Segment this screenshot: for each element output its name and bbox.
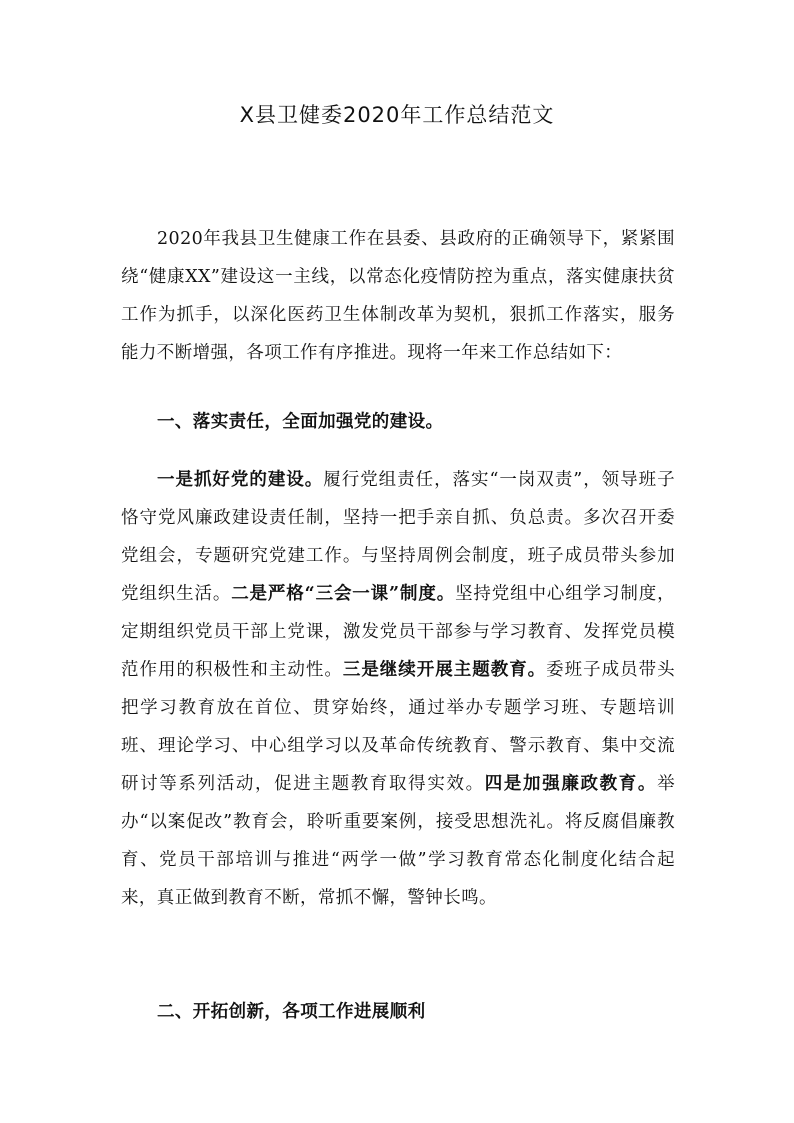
- item-4-text: 举办“以案促改”教育会，聆听重要案例，接受思想洗礼。将反腐倡廉教育、党员干部培训与推进“两学一做”学习教育常态化制度化结合起来，真正做到教育不断，常抓不懈，警钟长鸣。: [121, 774, 675, 908]
- item-1-lead: 一是抓好党的建设。: [157, 470, 324, 490]
- item-2-text: 坚持党组中心组学习制度，定期组织党员干部上党课，激发党员干部参与学习教育、发挥党员模范作用的积极性和主动性。: [121, 584, 675, 680]
- section-1-heading: 一、落实责任，全面加强党的建设。: [157, 412, 444, 432]
- section-1-paragraph: [121, 461, 675, 917]
- item-2-lead: 二是严格“三会一课”制度。: [231, 584, 456, 604]
- document-title: X县卫健委2020年工作总结范文: [239, 103, 555, 127]
- section-2-heading: 二、开拓创新，各项工作进展顺利: [157, 1002, 426, 1022]
- item-4-lead: 四是加强廉政教育。: [484, 774, 658, 794]
- intro-paragraph: 2020年我县卫生健康工作在县委、县政府的正确领导下，紧紧围绕“健康XX”建设这一主线，以常态化疫情防控为重点，落实健康扶贫工作为抓手，以深化医药卫生体制改革为契机，狠抓工作落实，服务能力不断增强，各项工作有序推进。现将一年来工作总结如下：: [121, 229, 675, 363]
- item-1-text: 履行党组责任，落实“一岗双责”，领导班子恪守党风廉政建设责任制，坚持一把手亲自抓、负总责。多次召开委党组会，专题研究党建工作。与坚持周例会制度，班子成员带头参加党组织生活。: [121, 470, 675, 604]
- item-3-text: 委班子成员带头把学习教育放在首位、贯穿始终，通过举办专题学习班、专题培训班、理论学习、中心组学习以及革命传统教育、警示教育、集中交流研讨等系列活动，促进主题教育取得实效。: [121, 660, 675, 794]
- item-3-lead: 三是继续开展主题教育。: [342, 660, 547, 680]
